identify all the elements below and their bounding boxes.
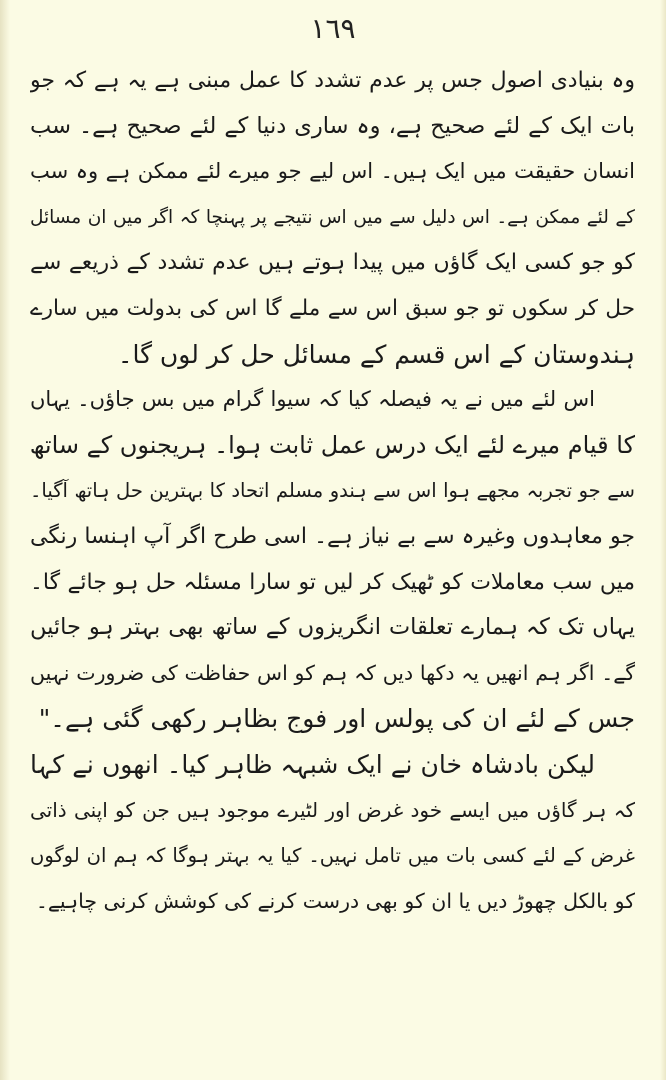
text-line: میں سب معاملات کو ٹھیک کر لیں تو سارا مسئلہ حل ہو جائے گا۔ bbox=[30, 569, 635, 595]
text-line: غرض کے لئے کسی بات میں تامل نہیں۔ کیا یہ بہتر ہوگا کہ ہم ان لوگوں bbox=[30, 844, 635, 868]
text-line: وہ بنیادی اصول جس پر عدم تشدد کا عمل مبنی ہے یہ ہے کہ جو bbox=[30, 68, 635, 93]
text-line: کو جو کسی ایک گاؤں میں پیدا ہوتے ہیں عدم تشدد کے ذریعے سے bbox=[30, 250, 635, 276]
text-line: بات ایک کے لئے صحیح ہے، وہ ساری دنیا کے لئے صحیح ہے۔ سب bbox=[30, 112, 635, 139]
body-text bbox=[30, 58, 635, 924]
paragraph-start-line: لیکن بادشاہ خان نے ایک شبہہ ظاہر کیا۔ انھوں نے کہا bbox=[30, 749, 595, 779]
text-line: حل کر سکوں تو جو سبق اس سے ملے گا اس کی بدولت میں سارے bbox=[30, 295, 635, 321]
text-line: جس کے لئے ان کی پولس اور فوج بظاہر رکھی گئی ہے۔" bbox=[38, 704, 635, 734]
text-line: کہ ہر گاؤں میں ایسے خود غرض اور لٹیرے موجود ہیں جن کو اپنی ذاتی bbox=[30, 797, 635, 822]
text-line: انسان حقیقت میں ایک ہیں۔ اس لیے جو میرے لئے ممکن ہے وہ سب bbox=[30, 159, 635, 184]
text-line: جو معاہدوں وغیرہ سے بے نیاز ہے۔ اسی طرح اگر آپ اہنسا رنگی bbox=[30, 523, 635, 549]
text-line: کا قیام میرے لئے ایک درس عمل ثابت ہوا۔ ہریجنوں کے ساتھ bbox=[30, 430, 635, 459]
text-line: کو بالکل چھوڑ دیں یا ان کو بھی درست کرنے کی کوشش کرنی چاہیے۔ bbox=[35, 888, 635, 913]
text-line: گے۔ اگر ہم انھیں یہ دکھا دیں کہ ہم کو اس حفاظت کی ضرورت نہیں bbox=[30, 660, 635, 685]
text-line: کے لئے ممکن ہے۔ اس دلیل سے میں اس نتیجے پر پہنچا کہ اگر میں ان مسائل bbox=[30, 206, 635, 228]
text-line: ہندوستان کے اس قسم کے مسائل حل کر لوں گا۔ bbox=[117, 339, 635, 369]
text-line: یہاں تک کہ ہمارے تعلقات انگریزوں کے ساتھ بھی بہتر ہو جائیں bbox=[30, 614, 635, 641]
text-line: سے جو تجربہ مجھے ہوا اس سے ہندو مسلم اتحاد کا بہترین حل ہاتھ آگیا۔ bbox=[30, 479, 635, 503]
paragraph-start-line: اس لئے میں نے یہ فیصلہ کیا کہ سیوا گرام میں بس جاؤں۔ یہاں bbox=[30, 387, 595, 412]
page-number: ١٦٩ bbox=[310, 12, 356, 45]
page-edge-mark bbox=[662, 170, 666, 188]
